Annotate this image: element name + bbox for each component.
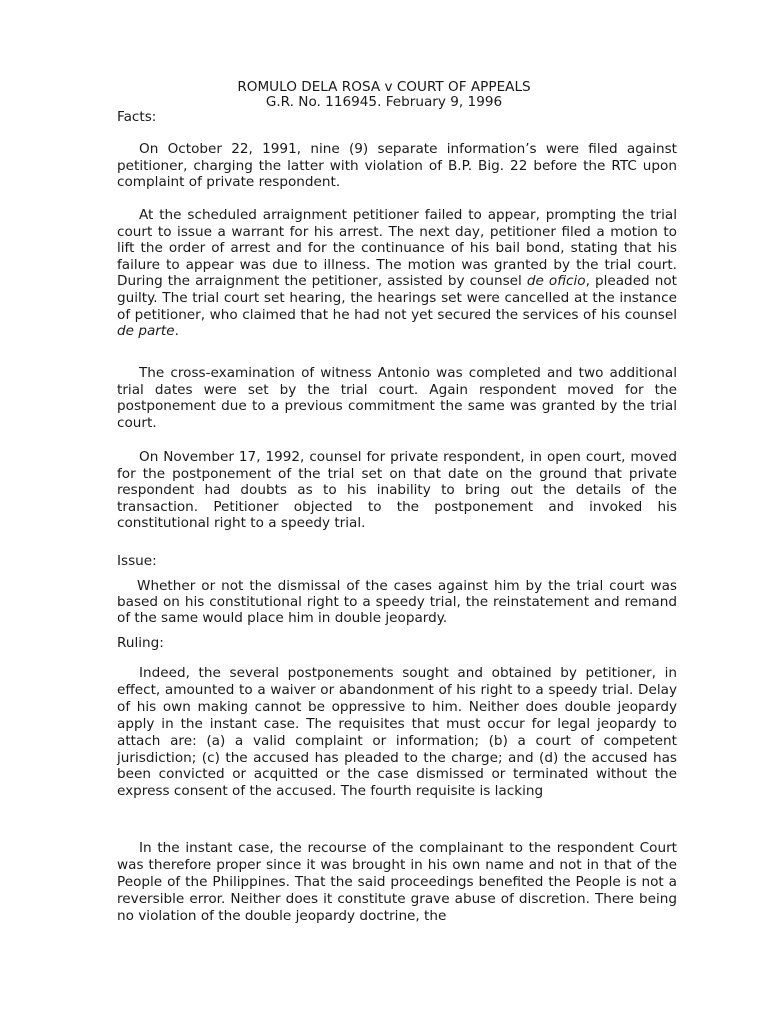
facts-paragraph-3: The cross-examination of witness Antonio was completed and two additional trial dates were set by the trial court. Again respondent moved for the postponement due to a previous commitment the same was granted by the trial court.: [117, 365, 677, 431]
issue-heading: Issue:: [117, 553, 157, 569]
facts-p2-italic-de-parte: de parte: [117, 323, 175, 340]
issue-paragraph: Whether or not the dismissal of the cases against him by the trial court was based on his constitutional right to a speedy trial, the reinstatement and remand of the same would place him in double jeopardy.: [117, 578, 677, 626]
ruling-paragraph-1: Indeed, the several postponements sought and obtained by petitioner, in effect, amounted to a waiver or abandonment of his right to a speedy trial. Delay of his own making cannot be oppressive to him. Neither does double jeopardy apply in the instant case. The requisites that must occur for legal jeopardy to attach are: (a) a valid complaint or information; (b) a court of competent jurisdiction; (c) the accused has pleaded to the charge; and (d) the accused has been convicted or acquitted or the case dismissed or terminated without the express consent of the accused. The fourth requisite is lacking: [117, 665, 677, 800]
case-citation: G.R. No. 116945. February 9, 1996: [265, 94, 503, 110]
facts-p2-text-e: .: [174, 323, 179, 340]
facts-paragraph-4: On November 17, 1992, counsel for private respondent, in open court, moved for the postponement of the trial set on that date on the ground that private respondent had doubts as to his inability to bring out the details of the transaction. Petitioner objected to the postponement and invoked his constitutional right to a speedy trial.: [117, 449, 677, 532]
facts-p2-italic-de-oficio: de oficio: [526, 273, 586, 290]
ruling-heading: Ruling:: [117, 635, 164, 651]
facts-p2-text-c: , pleaded not guilty. The trial court set hearing, the hearings set were cancelled at the instance of petitioner, who claimed that he had not yet secured the services of his counsel: [117, 273, 677, 323]
facts-p2-text-a: At the scheduled arraignment petitioner failed to appear, prompting the trial court to issue a warrant for his arrest. The next day, petitioner filed a motion to lift the order of arrest and for the continuance of his bail bond, stating that his failure to appear was due to illness. The motion was granted by the trial court. During the arraignment the petitioner, assisted by counsel: [117, 207, 677, 290]
facts-paragraph-1: On October 22, 1991, nine (9) separate information’s were filed against petitioner, charging the latter with violation of B.P. Big. 22 before the RTC upon complaint of private respondent.: [117, 141, 677, 191]
case-title: ROMULO DELA ROSA v COURT OF APPEALS: [237, 79, 531, 95]
ruling-paragraph-2: In the instant case, the recourse of the complainant to the respondent Court was therefore proper since it was brought in his own name and not in that of the People of the Philippines. That the said proceedings benefited the People is not a reversible error. Neither does it constitute grave abuse of discretion. There being no violation of the double jeopardy doctrine, the: [117, 840, 677, 924]
facts-heading: Facts:: [117, 109, 157, 125]
facts-paragraph-2: [117, 207, 677, 340]
